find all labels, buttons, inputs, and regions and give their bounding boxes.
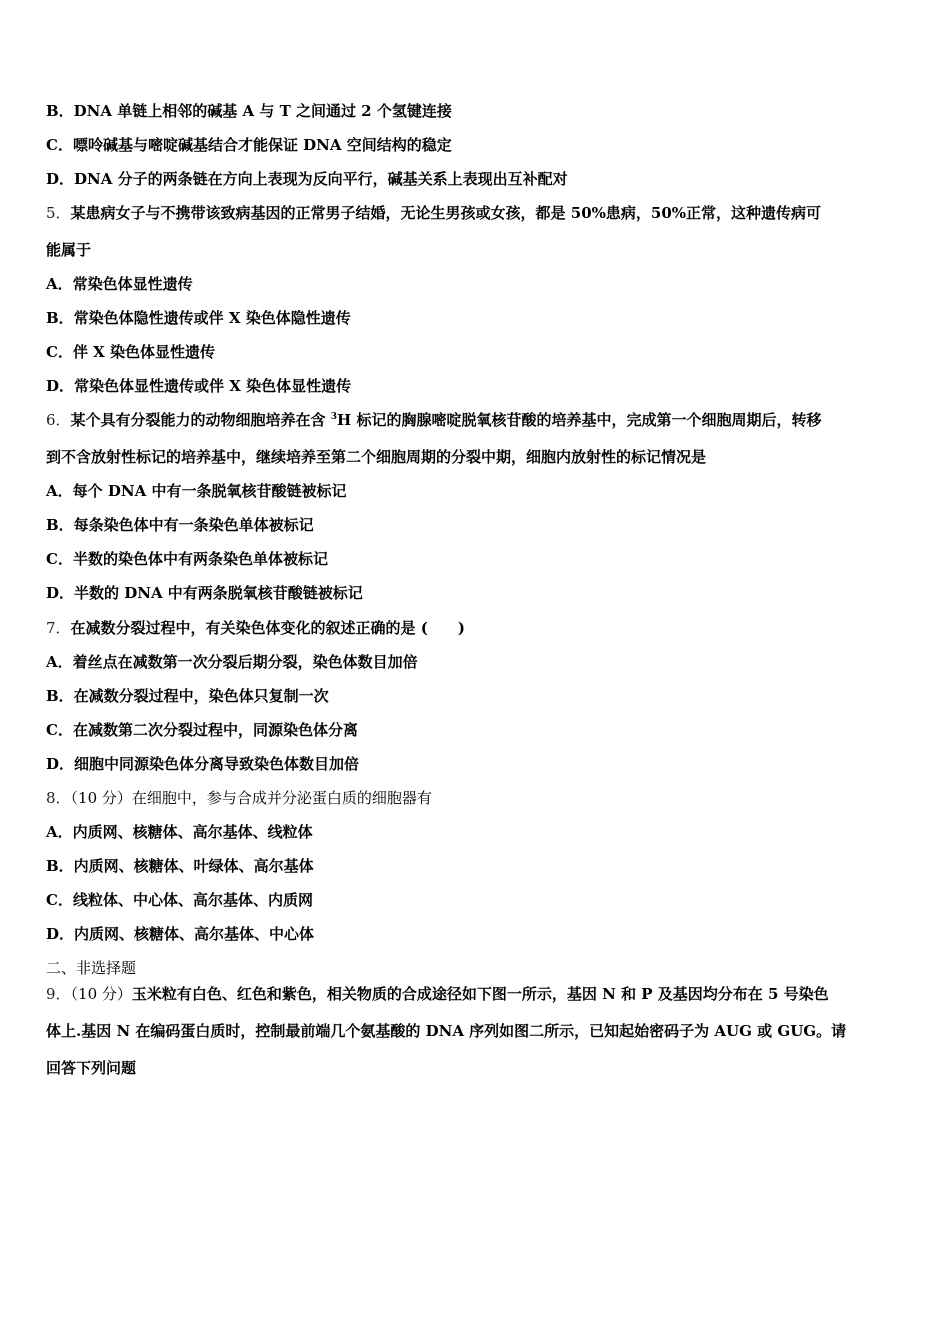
q7-option-b: B．在减数分裂过程中，染色体只复制一次 bbox=[46, 687, 329, 705]
q8-points: （10 分） bbox=[70, 789, 132, 807]
q5-text-1: 某患病女子与不携带该致病基因的正常男子结婚，无论生男孩或女孩，都是 50%患病，50%正常，这种遗传病可 bbox=[70, 204, 822, 222]
q8-number: 8． bbox=[46, 789, 71, 807]
q7-option-c: C．在减数第二次分裂过程中，同源染色体分离 bbox=[46, 721, 358, 739]
q8-text: 在细胞中，参与合成并分泌蛋白质的细胞器有 bbox=[131, 789, 432, 807]
q5-option-b: B．常染色体隐性遗传或伴 X 染色体隐性遗传 bbox=[46, 309, 351, 327]
q6-stem-line2: 到不含放射性标记的培养基中，继续培养至第二个细胞周期的分裂中期，细胞内放射性的标记情况是 bbox=[46, 448, 707, 466]
q8-option-c: C．线粒体、中心体、高尔基体、内质网 bbox=[46, 891, 313, 909]
q6-stem-line1 bbox=[46, 410, 904, 430]
q7-number: 7． bbox=[46, 619, 71, 637]
q8-option-a: A．内质网、核糖体、高尔基体、线粒体 bbox=[46, 823, 313, 841]
q6-option-a: A．每个 DNA 中有一条脱氧核苷酸链被标记 bbox=[46, 482, 347, 500]
q8-option-d: D．内质网、核糖体、高尔基体、中心体 bbox=[46, 925, 315, 943]
q6-text-1b: H 标记的胸腺嘧啶脱氧核苷酸的培养基中，完成第一个细胞周期后，转移 bbox=[337, 411, 822, 429]
q5-option-c: C．伴 X 染色体显性遗传 bbox=[46, 343, 216, 361]
q7-option-d: D．细胞中同源染色体分离导致染色体数目加倍 bbox=[46, 755, 360, 773]
q4-option-b: B．DNA 单链上相邻的碱基 A 与 T 之间通过 2 个氢键连接 bbox=[46, 102, 452, 120]
q6-number: 6． bbox=[46, 411, 71, 429]
q6-superscript: 3 bbox=[330, 412, 338, 422]
q5-number: 5． bbox=[46, 204, 71, 222]
q6-option-d: D．半数的 DNA 中有两条脱氧核苷酸链被标记 bbox=[46, 584, 363, 602]
q9-number: 9． bbox=[46, 985, 71, 1003]
q5-stem-line1 bbox=[46, 203, 904, 223]
q6-option-c: C．半数的染色体中有两条染色单体被标记 bbox=[46, 550, 328, 568]
q9-points: （10 分） bbox=[70, 985, 132, 1003]
q7-option-a: A．着丝点在减数第一次分裂后期分裂，染色体数目加倍 bbox=[46, 653, 418, 671]
q7-text: 在减数分裂过程中，有关染色体变化的叙述正确的是 ( ) bbox=[70, 619, 465, 637]
q4-option-c: C．嘌呤碱基与嘧啶碱基结合才能保证 DNA 空间结构的稳定 bbox=[46, 136, 452, 154]
q6-option-b: B．每条染色体中有一条染色单体被标记 bbox=[46, 516, 314, 534]
q5-stem-line2: 能属于 bbox=[46, 241, 92, 259]
q9-stem-line2: 体上.基因 N 在编码蛋白质时，控制最前端几个氨基酸的 DNA 序列如图二所示，已知起始密码子为 AUG 或 GUG。请 bbox=[46, 1022, 847, 1040]
q6-text-1a: 某个具有分裂能力的动物细胞培养在含 bbox=[70, 411, 331, 429]
q7-stem bbox=[46, 618, 904, 638]
q9-stem-line1 bbox=[46, 984, 904, 1004]
q5-option-a: A．常染色体显性遗传 bbox=[46, 275, 193, 293]
q5-option-d: D．常染色体显性遗传或伴 X 染色体显性遗传 bbox=[46, 377, 352, 395]
section-heading: 二、非选择题 bbox=[46, 959, 137, 977]
q8-option-b: B．内质网、核糖体、叶绿体、高尔基体 bbox=[46, 857, 314, 875]
q9-stem-line3: 回答下列问题 bbox=[46, 1059, 137, 1077]
q4-option-d: D．DNA 分子的两条链在方向上表现为反向平行，碱基关系上表现出互补配对 bbox=[46, 170, 568, 188]
q9-text-1: 玉米粒有白色、红色和紫色，相关物质的合成途径如下图一所示，基因 N 和 P 及基因均分布在 5 号染色 bbox=[131, 985, 829, 1003]
q8-stem bbox=[46, 788, 904, 808]
